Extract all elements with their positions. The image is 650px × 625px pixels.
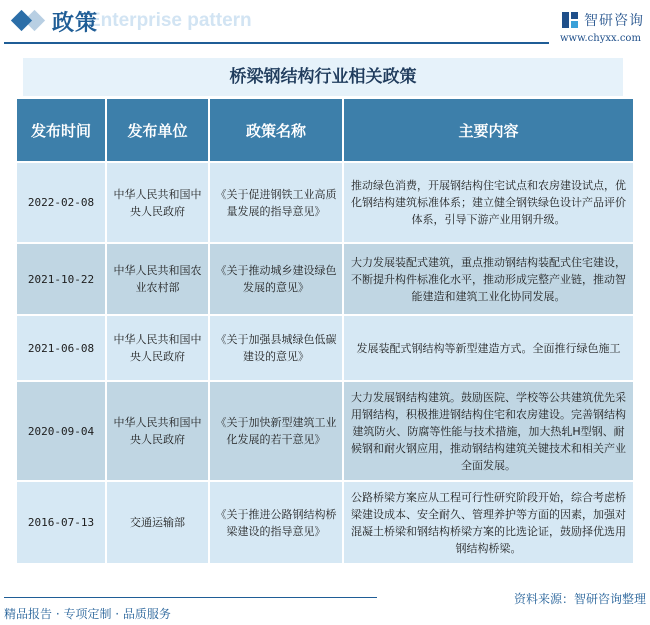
cell-issuer: 中华人民共和国中央人民政府 — [107, 316, 208, 380]
cell-date: 2020-09-04 — [17, 382, 105, 480]
policy-table — [15, 97, 635, 565]
brand-url: www.chyxx.com — [560, 33, 641, 44]
cell-policy: 《关于加快新型建筑工业化发展的若干意见》 — [210, 382, 342, 480]
cell-content: 发展装配式钢结构等新型建造方式。全面推行绿色施工 — [344, 316, 633, 380]
column-header-issuer: 发布单位 — [107, 99, 208, 161]
cell-issuer: 交通运输部 — [107, 482, 208, 563]
cell-date: 2021-10-22 — [17, 244, 105, 314]
column-header-content: 主要内容 — [344, 99, 633, 161]
table-row — [17, 316, 633, 380]
table-title: 桥梁钢结构行业相关政策 — [23, 58, 623, 96]
cell-date: 2016-07-13 — [17, 482, 105, 563]
cell-date: 2021-06-08 — [17, 316, 105, 380]
brand-logo-icon — [562, 12, 578, 28]
table-row — [17, 482, 633, 563]
cell-policy: 《关于推进公路钢结构桥梁建设的指导意见》 — [210, 482, 342, 563]
footer-divider — [4, 597, 377, 598]
column-header-date: 发布时间 — [17, 99, 105, 161]
background-ghost-text: Enterprise pattern — [88, 10, 252, 31]
table-row — [17, 244, 633, 314]
source-note: 资料来源：智研咨询整理 — [513, 592, 646, 606]
table-row — [17, 382, 633, 480]
cell-policy: 《关于促进钢铁工业高质量发展的指导意见》 — [210, 163, 342, 242]
footer-slogan: 精品报告 · 专项定制 · 品质服务 — [4, 607, 171, 621]
page-header — [0, 0, 650, 48]
cell-issuer: 中华人民共和国中央人民政府 — [107, 163, 208, 242]
cell-content: 大力发展装配式建筑，重点推动钢结构装配式住宅建设，不断提升构件标准化水平，推动形成完整产业链，推动智能建造和建筑工业化协同发展。 — [344, 244, 633, 314]
diamond-bullet-icon — [11, 10, 32, 31]
page-title: 政策 — [52, 10, 99, 36]
cell-policy: 《关于加强县城绿色低碳建设的意见》 — [210, 316, 342, 380]
header-divider — [4, 42, 549, 44]
table-header-row — [17, 99, 633, 161]
cell-issuer: 中华人民共和国中央人民政府 — [107, 382, 208, 480]
table-row — [17, 163, 633, 242]
cell-policy: 《关于推动城乡建设绿色发展的意见》 — [210, 244, 342, 314]
cell-content: 大力发展钢结构建筑。鼓励医院、学校等公共建筑优先采用钢结构，积极推进钢结构住宅和农房建设。完善钢结构建筑防火、防腐等性能与技术措施，加大热轧H型钢、耐候钢和耐火钢应用，推动钢结构建筑关键技术和相关产业全面发展。 — [344, 382, 633, 480]
column-header-policy: 政策名称 — [210, 99, 342, 161]
cell-date: 2022-02-08 — [17, 163, 105, 242]
cell-content: 推动绿色消费，开展钢结构住宅试点和农房建设试点，优化钢结构建筑标准体系；建立健全钢铁绿色设计产品评价体系，引导下游产业用钢升级。 — [344, 163, 633, 242]
cell-content: 公路桥梁方案应从工程可行性研究阶段开始，综合考虑桥梁建设成本、安全耐久、管理养护等方面的因素，加强对混凝土桥梁和钢结构桥梁方案的比选论证，鼓励择优选用钢结构桥梁。 — [344, 482, 633, 563]
brand-name: 智研咨询 — [584, 13, 644, 29]
cell-issuer: 中华人民共和国农业农村部 — [107, 244, 208, 314]
